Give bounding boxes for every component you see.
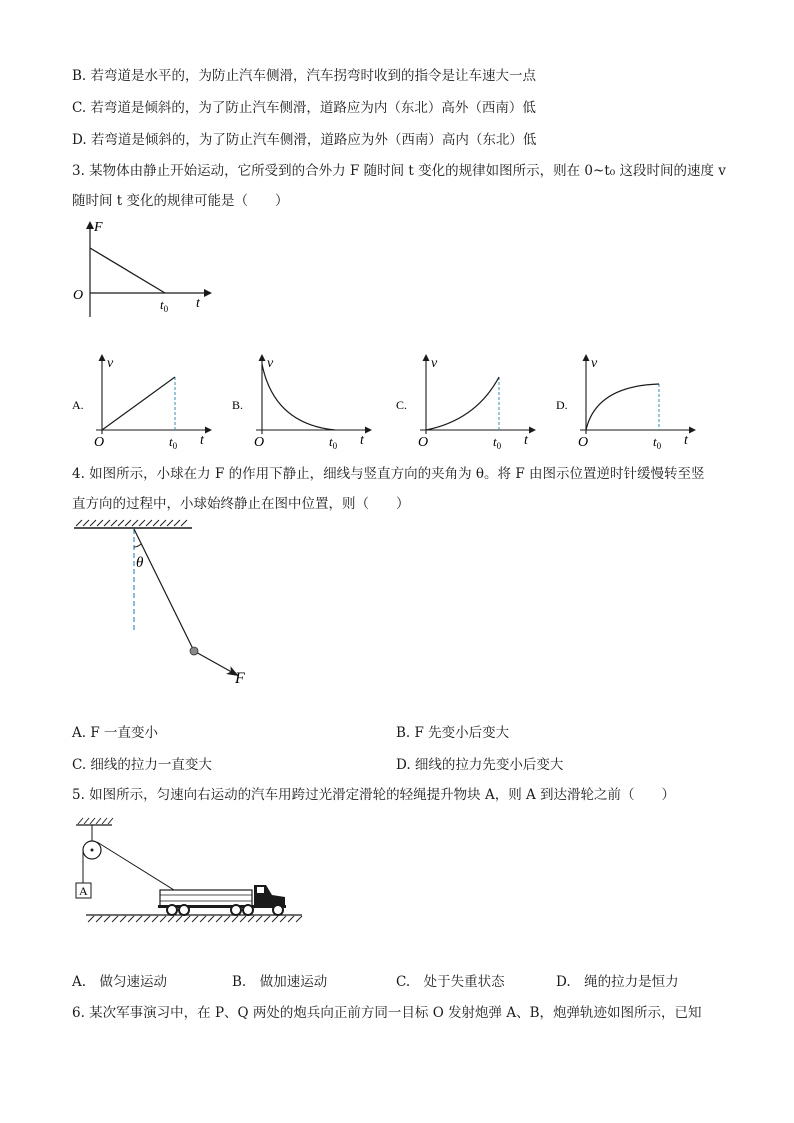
q3-option-x-label: t <box>684 433 688 448</box>
q5-rope-slant <box>97 842 182 895</box>
q3-option-graph-0 <box>72 352 217 452</box>
q4-option-c: C. 细线的拉力一直变大 <box>72 757 212 773</box>
q5-stem-line1: 5. 如图所示，匀速向右运动的汽车用跨过光滑定滑轮的轻绳提升物块 A，则 A 到达滑轮之前（ ） <box>72 787 676 803</box>
q3-option-letter: D. <box>556 398 568 412</box>
q4-option-d: D. 细线的拉力先变小后变大 <box>396 757 564 773</box>
q4-option-a: A. F 一直变小 <box>72 725 158 741</box>
q4-pendulum-figure <box>70 515 270 690</box>
q3-option-letter: A. <box>72 398 84 412</box>
q3-x-label: t <box>196 296 200 311</box>
q3-option-letter: C. <box>396 398 408 412</box>
q5-option-a: A. 做匀速运动 <box>72 974 168 990</box>
q3-option-t0-label: $t_0$ <box>493 434 502 451</box>
q3-option-origin: O <box>578 435 589 450</box>
q3-option-graph-3 <box>556 352 701 452</box>
q3-option-x-label: t <box>360 433 364 448</box>
q3-option-y-label: v <box>267 356 274 371</box>
q3-option-y-label: v <box>431 356 438 371</box>
q3-option-y-label: v <box>591 356 598 371</box>
q3-option-origin: O <box>94 435 105 450</box>
q3-option-graph-1 <box>232 352 377 452</box>
q3-option-y-label: v <box>107 356 114 371</box>
q3-option-origin: O <box>418 435 429 450</box>
q2-option-b: B. 若弯道是水平的，为防止汽车侧滑，汽车拐弯时收到的指令是让车速大一点 <box>72 68 537 84</box>
q5-ceiling <box>76 818 113 825</box>
q5-ground <box>86 915 302 922</box>
q2-option-d: D. 若弯道是倾斜的，为了防止汽车侧滑，道路应为外（西南）高内（东北）低 <box>72 132 537 148</box>
q3-option-t0-label: $t_0$ <box>169 434 178 451</box>
q3-stem-line1: 3. 某物体由静止开始运动，它所受到的合外力 F 随时间 t 变化的规律如图所示，则在 0~t₀ 这段时间的速度 v <box>72 163 726 179</box>
q3-option-x-label: t <box>200 433 204 448</box>
q4-angle-label: θ <box>136 555 144 571</box>
q3-stem-line2: 随时间 t 变化的规律可能是（ ） <box>72 193 289 209</box>
q3-t0-label: $t_0$ <box>160 297 169 314</box>
q6-stem-line1: 6. 某次军事演习中，在 P、Q 两处的炮兵向正前方同一目标 O 发射炮弹 A、B，炮弹轨迹如图所示，已知 <box>72 1005 702 1021</box>
q5-pulley-truck-figure <box>70 815 310 930</box>
q4-force-label: F <box>235 670 245 687</box>
q4-ball <box>190 647 198 655</box>
q5-block-label: A <box>79 884 88 898</box>
q3-option-x-label: t <box>524 433 528 448</box>
q3-option-graph-2 <box>396 352 541 452</box>
q3-option-t0-label: $t_0$ <box>653 434 662 451</box>
q5-option-b: B. 做加速运动 <box>232 974 328 990</box>
q5-option-d: D. 绳的拉力是恒力 <box>556 974 679 990</box>
q4-ceiling <box>74 520 192 528</box>
q3-force-line <box>90 248 165 293</box>
q3-force-time-graph <box>70 215 220 325</box>
q3-origin: O <box>73 288 84 303</box>
q5-option-c: C. 处于失重状态 <box>396 974 505 990</box>
q2-option-c: C. 若弯道是倾斜的，为了防止汽车侧滑，道路应为内（东北）高外（西南）低 <box>72 100 536 116</box>
q3-y-label: F <box>94 220 103 235</box>
q3-option-letter: B. <box>232 398 244 412</box>
q3-option-t0-label: $t_0$ <box>329 434 338 451</box>
q4-string <box>134 529 194 651</box>
q3-option-origin: O <box>254 435 265 450</box>
q4-stem-line1: 4. 如图所示，小球在力 F 的作用下静止，细线与竖直方向的夹角为 θ。将 F 由图示位置逆时针缓慢转至竖 <box>72 466 705 482</box>
q4-force-arrow <box>194 651 237 675</box>
q4-option-b: B. F 先变小后变大 <box>396 725 510 741</box>
q4-angle-arc <box>134 544 141 547</box>
q4-stem-line2: 直方向的过程中，小球始终静止在图中位置，则（ ） <box>72 496 410 512</box>
q5-truck <box>158 885 286 915</box>
